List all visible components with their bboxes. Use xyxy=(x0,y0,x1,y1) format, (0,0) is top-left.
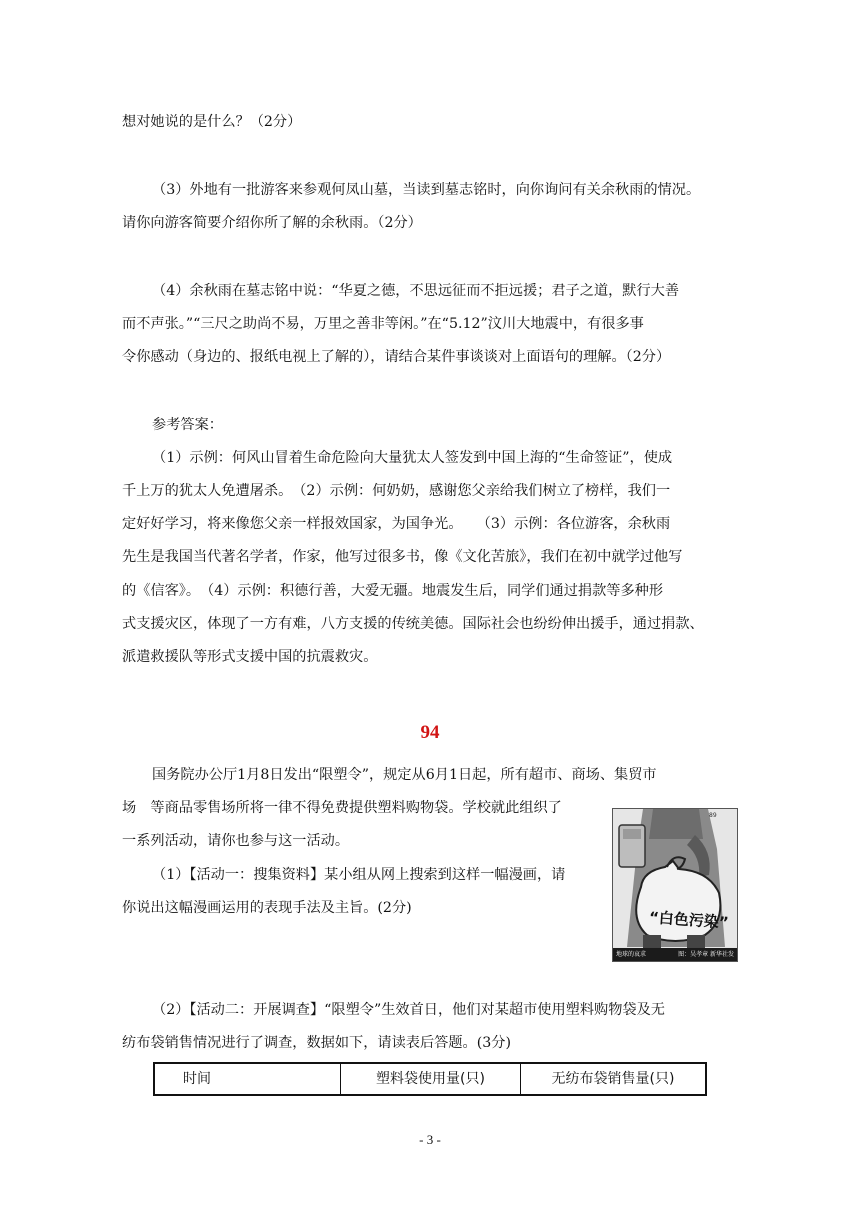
table-header-plastic-bags: 塑料袋使用量(只) xyxy=(341,1064,521,1094)
survey-table xyxy=(153,1062,707,1096)
question-number: 94 xyxy=(420,722,440,743)
cartoon-caption-title: 地球的哀求 xyxy=(616,951,647,958)
answer-line: 的《信客》。 （4）示例：积德行善，大爱无疆。地震发生后，同学们通过捐款等多种形 xyxy=(122,583,664,599)
text-line: 想对她说的是什么？（2分） xyxy=(122,114,302,130)
table-header-time: 时间 xyxy=(155,1064,341,1094)
answer-line: 定好好学习，将来像您父亲一样报效国家，为国争光。 （3）示例：各位游客，余秋雨 xyxy=(122,516,671,532)
question-line: 国务院办公厅1月8日发出“限塑令”，规定从6月1日起，所有超市、商场、集贸市 xyxy=(152,767,657,783)
cartoon-corner-mark: 89 xyxy=(709,812,717,819)
question-line: 你说出这幅漫画运用的表现手法及主旨。(2分) xyxy=(122,900,412,916)
question-line: （2）【活动二：开展调查】“限塑令”生效首日，他们对某超市使用塑料购物袋及无 xyxy=(152,1002,665,1018)
question-line: （1）【活动一：搜集资料】某小组从网上搜索到这样一幅漫画，请 xyxy=(152,867,566,883)
answer-line: 式支援灾区，体现了一方有难，八方支援的传统美德。国际社会也纷纷伸出援手，通过捐款、 xyxy=(122,616,704,632)
table-header-nonwoven-bags: 无纺布袋销售量(只) xyxy=(551,1071,675,1087)
text-line: 而不声张。”“三尺之助尚不易，万里之善非等闲。”在“5.12”汶川大地震中，有很多事 xyxy=(122,316,644,332)
cartoon-image xyxy=(612,808,738,962)
question-line: 场 等商品零售场所将一律不得免费提供塑料购物袋。学校就此组织了 xyxy=(122,800,562,816)
cartoon-caption xyxy=(613,948,737,961)
page-number: - 3 - xyxy=(419,1132,441,1147)
answer-line: 千上万的犹太人免遭屠杀。 （2）示例：何奶奶，感谢您父亲给我们树立了榜样，我们一 xyxy=(122,483,671,499)
cartoon-caption-credit: 图：吴孝章 新华社发 xyxy=(678,951,734,958)
question-line: 纺布袋销售情况进行了调查，数据如下，请读表后答题。(3分) xyxy=(122,1035,511,1051)
text-line: （3）外地有一批游客来参观何凤山墓，当读到墓志铭时，向你询问有关余秋雨的情况。 xyxy=(152,182,701,198)
text-line: 请你向游客简要介绍你所了解的余秋雨。（2分） xyxy=(122,215,422,231)
answer-heading: 参考答案： xyxy=(152,417,223,433)
answer-line: （1）示例：何风山冒着生命危险向大量犹太人签发到中国上海的“生命签证”，使成 xyxy=(152,450,673,466)
text-line: （4）余秋雨在墓志铭中说：“华夏之德，不思远征而不拒远援；君子之道，默行大善 xyxy=(152,283,680,299)
answer-line: 先生是我国当代著名学者，作家，他写过很多书，像《文化苦旅》，我们在初中就学过他写 xyxy=(122,549,683,565)
answer-line: 派遣救援队等形式支援中国的抗震救灾。 xyxy=(122,649,378,665)
question-line: 一系列活动，请你也参与这一活动。 xyxy=(122,833,350,849)
cartoon-bag-text: “白色污染” xyxy=(648,908,730,932)
cartoon-drawing-icon xyxy=(613,809,737,961)
text-line: 令你感动（身边的、报纸电视上了解的），请结合某件事谈谈对上面语句的理解。（2分） xyxy=(122,349,671,365)
